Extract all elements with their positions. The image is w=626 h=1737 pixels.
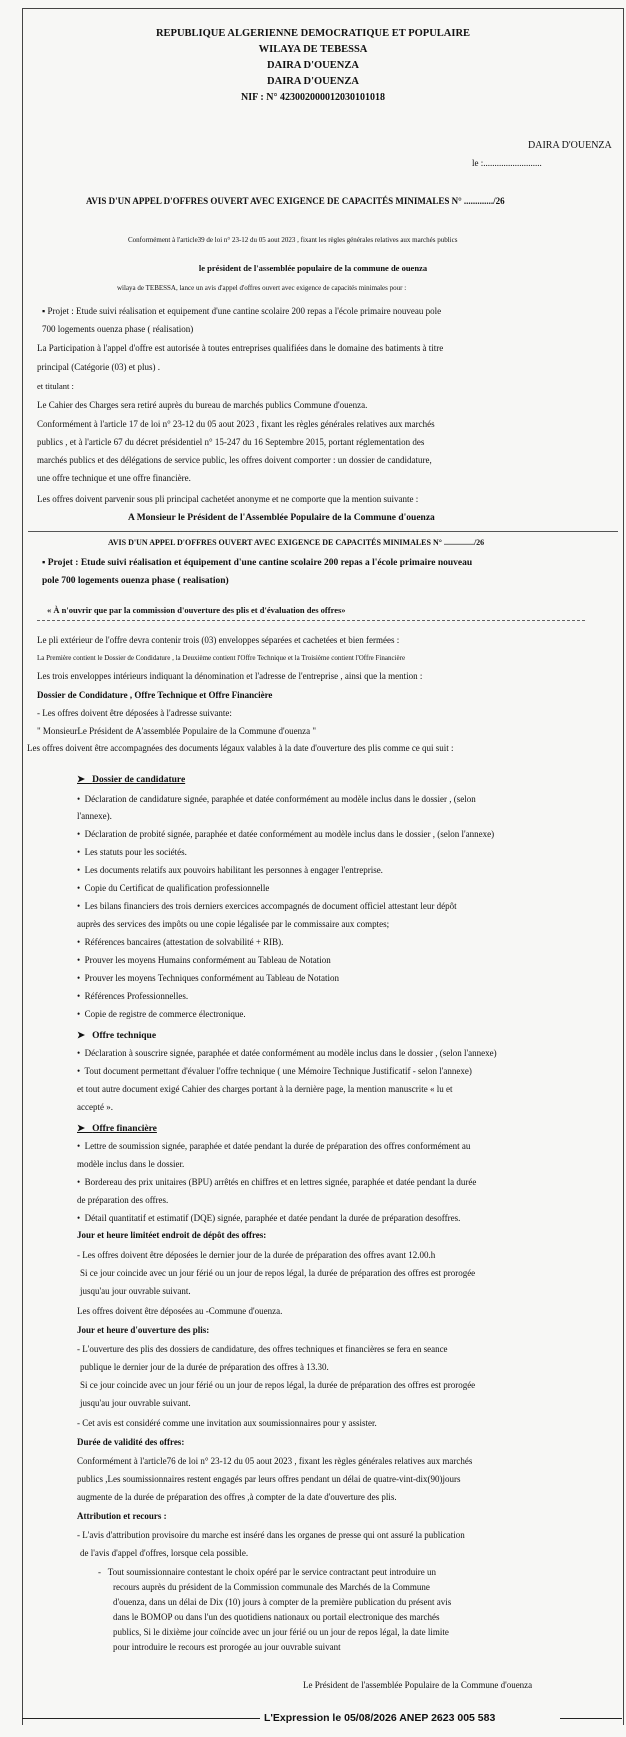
dossier-item-cont: l'annexe). (77, 811, 112, 821)
offre-tech-text: Déclaration à souscrire signée, paraphée et datée conformément au modèle inclus dans le dossier , (selon l'annexe) (84, 1048, 497, 1058)
attribution-text: Tout soumissionnaire contestant le choix opéré par le service contractant peut introduire un (107, 1567, 437, 1577)
dossier-heading-text: Dossier de candidature (92, 775, 186, 785)
depot-4: Les offres doivent être déposées au -Commune d'ouenza. (77, 1306, 283, 1316)
offre-fin-heading (77, 1123, 157, 1134)
projet-text: : Etude suivi réalisation et equipement d'une cantine scolaire 200 repas a l'école primaire nouveau pole (68, 306, 442, 316)
depot-3: jusqu'au jour ouvrable suivant. (80, 1286, 191, 1296)
dossier-item: • Les bilans financiers des trois derniers exercices accompagnés de document officiel attestant leur dépôt (77, 901, 457, 911)
ouverture-5: - Cet avis est considéré comme une invitation aux soumissionnaires pour y assister. (77, 1418, 377, 1428)
enveloppes-7: Les offres doivent être accompagnées des documents légaux valables à la date d'ouverture des plis comme ce qui suit : (27, 743, 454, 753)
dossier-item: • Références Professionnelles. (77, 991, 189, 1001)
dossier-item-text: Les documents relatifs aux pouvoirs habilitant les personnes à engager l'entreprise. (84, 865, 383, 875)
arrow-icon: ➤ (77, 1031, 93, 1041)
conformement-4: une offre technique et une offre financière. (37, 473, 191, 483)
offre-fin-heading-text: Offre financière (92, 1124, 157, 1134)
dossier-item: • Déclaration de candidature signée, paraphée et datée conformément au modèle inclus dans le dossier , (selon (77, 794, 476, 804)
enveloppes-4: Dossier de Condidature , Offre Technique et Offre Financière (37, 690, 273, 700)
header-wilaya: WILAYA DE TEBESSA (258, 44, 368, 55)
a-monsieur: A Monsieur le Président de l'Assemblée Populaire de la Commune d'ouenza (128, 513, 435, 523)
projet2-line-1: ▪ Projet : Etude suivi réalisation et équipement d'une cantine scolaire 200 repas a l'école primaire nouveau (42, 558, 473, 568)
offre-tech-heading (77, 1030, 156, 1041)
projet2-line-2: pole 700 logements ouenza phase ( realisation) (42, 576, 229, 586)
footer-rule-right (560, 1718, 622, 1720)
conformement-1: Conformément à l'article 17 de loi n° 23-12 du 05 aout 2023 , fixant les règles générales relatives aux marchés (37, 419, 435, 429)
enveloppes-1: Le pli extérieur de l'offre devra contenir trois (03) enveloppes séparées et cachetées et bien fermées : (37, 635, 400, 645)
ouverture-heading: Jour et heure d'ouverture des plis: (77, 1325, 210, 1335)
attribution-3: - Tout soumissionnaire contestant le choix opéré par le service contractant peut introduire un (98, 1567, 437, 1577)
validite-3: augmente de la durée de préparation des offres ,à compter de la date d'ouverture des plis. (77, 1492, 397, 1502)
footer-publication: L'Expression le 05/08/2026 ANEP 2623 005 583 (264, 1712, 496, 1724)
dossier-item-text: Références Professionnelles. (84, 991, 189, 1001)
conformement-2: publics , et à l'article 67 du décret présidentiel n° 15-247 du 16 Septembre 2015, portant réglementation des (37, 437, 425, 447)
legal-reference: Conformément à l'article39 de loi n° 23-12 du 05 aout 2023 , fixant les règles générales relatives aux marchés publics (128, 236, 458, 244)
dossier-heading (77, 774, 185, 785)
dossier-item: • Les documents relatifs aux pouvoirs habilitant les personnes à engager l'entreprise. (77, 865, 383, 875)
dossier-item-text: Prouver les moyens Techniques conformément au Tableau de Notation (84, 973, 339, 983)
offre-fin-text: Lettre de soumission signée, paraphée et datée pendant la durée de préparation des offres conformément au (84, 1141, 471, 1151)
depot-1: - Les offres doivent être déposées le dernier jour de la durée de préparation des offres avant 12.00.h (77, 1250, 436, 1260)
offre-tech-1: • Déclaration à souscrire signée, paraphée et datée conformément au modèle inclus dans le dossier , (selon l'annexe) (77, 1048, 497, 1058)
dossier-item: • Prouver les moyens Humains conformément au Tableau de Notation (77, 955, 331, 965)
participation-1: La Participation à l'appel d'offre est autorisée à toutes entreprises qualifiées dans le domaine des batiments à titre (37, 343, 444, 353)
dossier-item-text: Déclaration de candidature signée, paraphée et datée conformément au modèle inclus dans le dossier , (selon (84, 794, 476, 804)
projet-line-1: ▪ Projet : Etude suivi réalisation et equipement d'une cantine scolaire 200 repas a l'école primaire nouveau pole (42, 306, 442, 316)
attribution-4: recours auprès du président de la Commission communale des Marchés de la Commune (113, 1582, 430, 1592)
enveloppes-3: Les trois enveloppes intérieurs indiquant la dénomination et l'adresse de l'entreprise , ainsi que la mention : (37, 671, 423, 681)
projet2-label: Projet (47, 558, 73, 568)
signature: Le Président de l'assemblée Populaire de la Commune d'ouenza (303, 1680, 533, 1690)
dossier-item-text: Références bancaires (attestation de solvabilité + RIB). (84, 937, 284, 947)
attribution-heading: Attribution et recours : (77, 1511, 167, 1521)
offre-tech-2: • Tout document permettant d'évaluer l'offre technique ( une Mémoire Technique Justificatif - selon l'annexe) (77, 1066, 472, 1076)
arrow-icon: ➤ (77, 775, 93, 785)
dossier-item-text: Copie de registre de commerce électronique. (84, 1009, 246, 1019)
offre-fin-1: • Lettre de soumission signée, paraphée et datée pendant la durée de préparation des offres conformément au (77, 1141, 471, 1151)
conformement-3: marchés publics et des délégations de service public, les offres doivent comporter : un dossier de candidature, (37, 455, 432, 465)
enveloppes-2: La Première contient le Dossier de Condidature , la Deuxième contient l'Offre Technique et la Troisième contient l'Offre Financière (37, 654, 406, 662)
president-line: le président de l'assemblée populaire de la commune de ouenza (198, 263, 428, 273)
dossier-item: • Copie du Certificat de qualification professionnelle (77, 883, 270, 893)
header-daira-repeat: DAIRA D'OUENZA (267, 76, 359, 87)
pli-line: Les offres doivent parvenir sous pli principal cachetéet anonyme et ne comporte que la mention suivante : (37, 494, 419, 504)
footer-rule-left (22, 1718, 260, 1720)
ouverture-3: Si ce jour coincide avec un jour férié ou un jour de repos légal, la durée de préparation des offres est prorogée (80, 1380, 476, 1390)
date-label: le :.......................... (472, 158, 542, 168)
dossier-item-text: Copie du Certificat de qualification professionnelle (84, 883, 270, 893)
attribution-1: - L'avis d'attribution provisoire du marche est inséré dans les organes de presse qui ont assuré la publication (77, 1530, 465, 1540)
header-nif: NIF : N° 423002000012030101018 (241, 92, 385, 103)
arrow-icon: ➤ (77, 1124, 93, 1134)
place: DAIRA D'OUENZA (528, 140, 612, 151)
dossier-item: • Déclaration de probité signée, paraphée et datée conformément au modèle inclus dans le dossier , (selon l'annexe) (77, 829, 495, 839)
offre-fin-4: de préparation des offres. (77, 1195, 169, 1205)
ouverture-1: - L'ouverture des plis des dossiers de candidature, des offres techniques et financières se fera en seance (77, 1344, 448, 1354)
dossier-item: • Copie de registre de commerce électronique. (77, 1009, 246, 1019)
cahier-line: Le Cahier des Charges sera retiré auprès du bureau de marchés publics Commune d'ouenza. (37, 400, 368, 410)
projet2-text: : Etude suivi réalisation et équipement d'une cantine scolaire 200 repas a l'école primaire nouveau (72, 558, 473, 568)
validite-heading: Durée de validité des offres: (77, 1437, 185, 1447)
dashed-divider (37, 620, 585, 621)
projet-line-2: 700 logements ouenza phase ( réalisation) (42, 324, 194, 334)
dossier-item: • Prouver les moyens Techniques conformément au Tableau de Notation (77, 973, 339, 983)
attribution-2: de l'avis d'appel d'offres, lorsque cela possible. (80, 1548, 249, 1558)
dossier-item: • Références bancaires (attestation de solvabilité + RIB). (77, 937, 284, 947)
attribution-6: dans le BOMOP ou dans l'un des quotidiens nationaux ou portail electronique des marchés (113, 1612, 440, 1622)
participation-3: et titulant : (37, 381, 74, 391)
dossier-item-text: Déclaration de probité signée, paraphée et datée conformément au modèle inclus dans le dossier , (selon l'annexe) (84, 829, 495, 839)
ouverture-2: publique le dernier jour de la durée de préparation des offres à 13.30. (80, 1362, 329, 1372)
notice-title-2: AVIS D'UN APPEL D'OFFRES OUVERT AVEC EXIGENCE DE CAPACITÉS MINIMALES N° .............../26 (108, 538, 485, 547)
attribution-8: pour introduire le recours est prorogée au jour ouvrable suivant (113, 1642, 341, 1652)
dossier-item: • Les statuts pour les sociétés. (77, 847, 187, 857)
projet-label: Projet (47, 306, 69, 316)
offre-fin-2: modèle inclus dans le dossier. (77, 1159, 185, 1169)
offre-tech-text: Tout document permettant d'évaluer l'offre technique ( une Mémoire Technique Justificatif - selon l'annexe) (84, 1066, 472, 1076)
offre-fin-5: • Détail quantitatif et estimatif (DQE) signée, paraphée et datée pendant la durée de préparation desoffres. (77, 1213, 461, 1223)
ouverture-4: jusqu'au jour ouvrable suivant. (80, 1398, 191, 1408)
offre-tech-3: et tout autre document exigé Cahier des charges portant à la dernière page, la mention manuscrite « lu et (77, 1084, 453, 1094)
offre-fin-text: Bordereau des prix unitaires (BPU) arrêtés en chiffres et en lettres signée, paraphée et datée pendant la durée (84, 1177, 477, 1187)
offre-tech-4: accepté ». (77, 1102, 113, 1112)
dossier-item-text: Prouver les moyens Humains conformément au Tableau de Notation (84, 955, 331, 965)
depot-heading: Jour et heure limitéet endroit de dépôt des offres: (77, 1230, 267, 1240)
wilaya-line: wilaya de TEBESSA, lance un avis d'appel d'offres ouvert avec exigence de capacités minimales pour : (117, 284, 407, 292)
offre-fin-3: • Bordereau des prix unitaires (BPU) arrêtés en chiffres et en lettres signée, paraphée et datée pendant la durée (77, 1177, 477, 1187)
offre-tech-heading-text: Offre technique (92, 1031, 157, 1041)
dossier-item-text: Les statuts pour les sociétés. (84, 847, 187, 857)
attribution-5: d'ouenza, dans un délai de Dix (10) jours à compter de la première publication du présent avis (113, 1597, 452, 1607)
header-country: REPUBLIQUE ALGERIENNE DEMOCRATIQUE ET POPULAIRE (155, 28, 471, 39)
dossier-item-cont: auprès des services des impôts ou une copie légalisée par le commissaire aux comptes; (77, 919, 390, 929)
notice-title: AVIS D'UN APPEL D'OFFRES OUVERT AVEC EXIGENCE DE CAPACITÉS MINIMALES N° ............./26 (86, 196, 505, 206)
enveloppes-5: - Les offres doivent être déposées à l'adresse suivante: (37, 708, 232, 718)
depot-2: Si ce jour coincide avec un jour férié ou un jour de repos légal, la durée de préparation des offres est prorogée (80, 1268, 476, 1278)
participation-2: principal (Catégorie (03) et plus) . (37, 362, 160, 372)
validite-2: publics ,Les soumissionnaires restent engagés par leurs offres pendant un délai de quatre-vint-dix(90)jours (77, 1474, 461, 1484)
validite-1: Conformément à l'article76 de loi n° 23-12 du 05 aout 2023 , fixant les règles générales relatives aux marchés (77, 1456, 473, 1466)
attribution-7: publics, Si le dixième jour coïncide avec un jour férié ou un jour de repos légal, la date limite (113, 1627, 449, 1637)
n-ouvrir: « À n'ouvrir que par la commission d'ouverture des plis et d'évaluation des offres» (47, 605, 346, 615)
divider (28, 531, 618, 532)
offre-fin-text: Détail quantitatif et estimatif (DQE) signée, paraphée et datée pendant la durée de préparation desoffres. (84, 1213, 461, 1223)
header-daira: DAIRA D'OUENZA (267, 60, 359, 71)
enveloppes-6: " MonsieurLe Président de A'assemblée Populaire de la Commune d'ouenza " (37, 726, 317, 736)
dossier-item-text: Les bilans financiers des trois derniers exercices accompagnés de document officiel attestant leur dépôt (84, 901, 457, 911)
